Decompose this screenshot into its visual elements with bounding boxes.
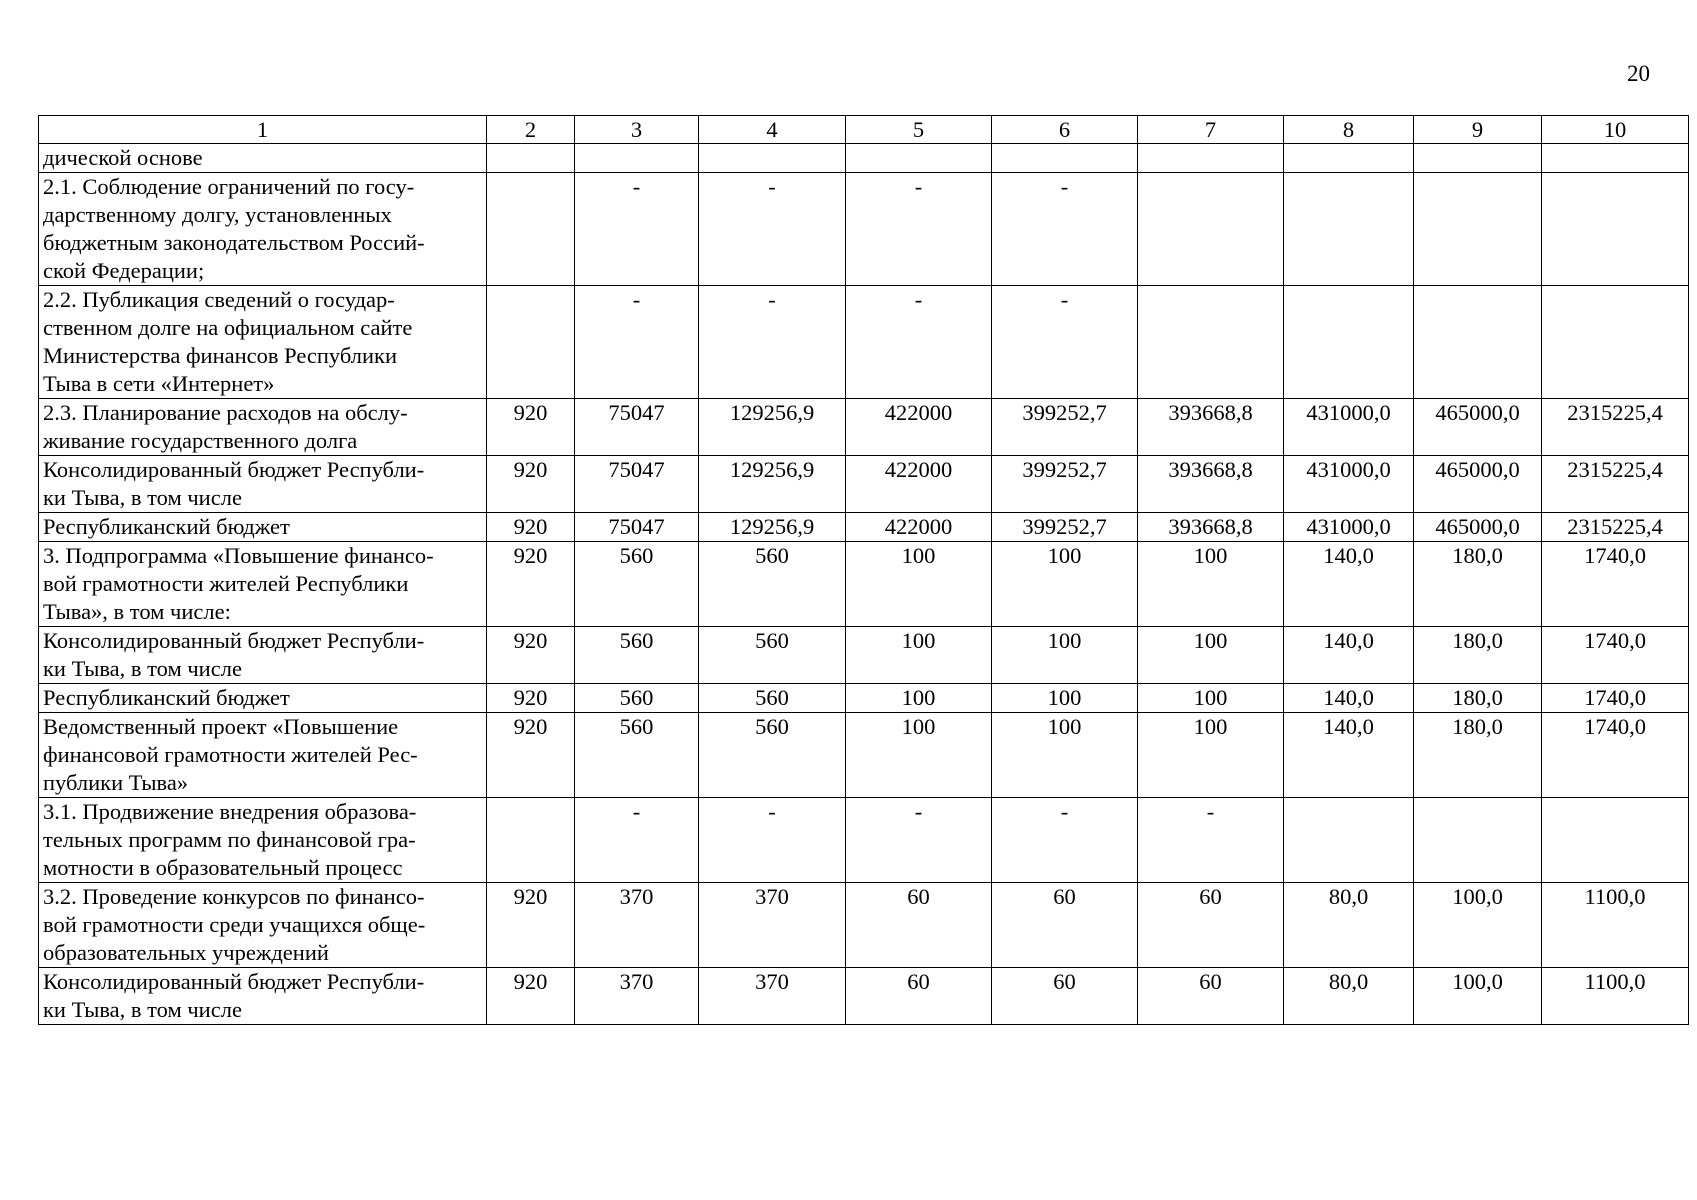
table-row: [39, 883, 1689, 968]
table-cell: 920: [487, 684, 575, 713]
table-cell: 393668,8: [1138, 456, 1284, 513]
table-cell: 129256,9: [699, 513, 846, 542]
table-cell: 100: [846, 627, 992, 684]
table-cell: 920: [487, 713, 575, 798]
column-header: 7: [1138, 116, 1284, 144]
table-row: [39, 968, 1689, 1025]
row-label: Республиканский бюджет: [39, 684, 487, 713]
table-cell: 2315225,4: [1542, 399, 1689, 456]
column-header: 1: [39, 116, 487, 144]
table-cell: -: [846, 173, 992, 286]
table-cell: 140,0: [1284, 713, 1414, 798]
row-label: Консолидированный бюджет Республи- ки Тыва, в том числе: [39, 627, 487, 684]
table-cell: [1414, 286, 1542, 399]
table-row: [39, 627, 1689, 684]
table-cell: 100,0: [1414, 883, 1542, 968]
table-cell: 560: [699, 627, 846, 684]
table-cell: -: [846, 798, 992, 883]
table-cell: [1414, 173, 1542, 286]
table-cell: [487, 144, 575, 173]
row-label: 2.2. Публикация сведений о государ- ственном долге на официальном сайте Министерства финансов Республики Тыва в сети «Интернет»: [39, 286, 487, 399]
table-cell: [487, 798, 575, 883]
table-cell: [1414, 798, 1542, 883]
table-cell: 422000: [846, 399, 992, 456]
table-cell: 180,0: [1414, 684, 1542, 713]
column-header: 3: [575, 116, 699, 144]
table-cell: 180,0: [1414, 627, 1542, 684]
table-cell: 431000,0: [1284, 456, 1414, 513]
table-cell: 1100,0: [1542, 883, 1689, 968]
table-cell: [1542, 173, 1689, 286]
table-cell: 60: [992, 968, 1138, 1025]
row-label: 2.3. Планирование расходов на обслу- живание государственного долга: [39, 399, 487, 456]
row-label: 2.1. Соблюдение ограничений по госу- дарственному долгу, установленных бюджетным законодательством Россий- ской Федерации;: [39, 173, 487, 286]
table-cell: 920: [487, 513, 575, 542]
table-cell: 100: [1138, 684, 1284, 713]
table-cell: 60: [846, 883, 992, 968]
table-cell: 560: [575, 684, 699, 713]
table-cell: [1542, 798, 1689, 883]
table-cell: -: [992, 286, 1138, 399]
table-cell: -: [575, 173, 699, 286]
table-cell: 100: [992, 627, 1138, 684]
column-header: 5: [846, 116, 992, 144]
row-label: 3. Подпрограмма «Повышение финансо- вой грамотности жителей Республики Тыва», в том числе:: [39, 542, 487, 627]
table-cell: 100: [1138, 713, 1284, 798]
table-cell: 60: [846, 968, 992, 1025]
table-row: [39, 513, 1689, 542]
table-cell: 1740,0: [1542, 542, 1689, 627]
table-cell: 370: [575, 883, 699, 968]
table-row: [39, 798, 1689, 883]
table-cell: 180,0: [1414, 713, 1542, 798]
table-cell: 75047: [575, 456, 699, 513]
table-cell: -: [699, 798, 846, 883]
table-cell: 465000,0: [1414, 513, 1542, 542]
row-label: Ведомственный проект «Повышение финансовой грамотности жителей Рес- публики Тыва»: [39, 713, 487, 798]
table-cell: [1414, 144, 1542, 173]
table-cell: 465000,0: [1414, 456, 1542, 513]
table-cell: 370: [575, 968, 699, 1025]
column-header: 9: [1414, 116, 1542, 144]
table-cell: 370: [699, 883, 846, 968]
table-cell: [699, 144, 846, 173]
table-cell: 431000,0: [1284, 399, 1414, 456]
row-label: 3.1. Продвижение внедрения образова- тельных программ по финансовой гра- мотности в образовательный процесс: [39, 798, 487, 883]
column-header: 10: [1542, 116, 1689, 144]
table-cell: -: [699, 173, 846, 286]
table-cell: 560: [699, 684, 846, 713]
table-cell: 140,0: [1284, 627, 1414, 684]
table-cell: 100: [1138, 542, 1284, 627]
table-cell: [1138, 144, 1284, 173]
table-cell: 560: [575, 627, 699, 684]
table-cell: 370: [699, 968, 846, 1025]
row-label: 3.2. Проведение конкурсов по финансо- вой грамотности среди учащихся обще- образовательных учреждений: [39, 883, 487, 968]
table-cell: 431000,0: [1284, 513, 1414, 542]
table-cell: 399252,7: [992, 399, 1138, 456]
table-cell: 920: [487, 627, 575, 684]
table-row: [39, 456, 1689, 513]
table-cell: [575, 144, 699, 173]
table-cell: 129256,9: [699, 456, 846, 513]
table-cell: 129256,9: [699, 399, 846, 456]
table-cell: 920: [487, 883, 575, 968]
table-cell: 2315225,4: [1542, 456, 1689, 513]
table-cell: 2315225,4: [1542, 513, 1689, 542]
table-cell: [846, 144, 992, 173]
table-row: [39, 684, 1689, 713]
table-cell: 60: [1138, 968, 1284, 1025]
table-cell: 560: [699, 713, 846, 798]
row-label: Консолидированный бюджет Республи- ки Тыва, в том числе: [39, 968, 487, 1025]
row-label: Республиканский бюджет: [39, 513, 487, 542]
column-header: 2: [487, 116, 575, 144]
table-cell: -: [992, 173, 1138, 286]
table-cell: 100: [992, 684, 1138, 713]
table-row: [39, 399, 1689, 456]
table-cell: 920: [487, 542, 575, 627]
table-cell: 80,0: [1284, 968, 1414, 1025]
table-row: [39, 542, 1689, 627]
table-cell: 465000,0: [1414, 399, 1542, 456]
table-cell: [1284, 286, 1414, 399]
table-cell: 920: [487, 399, 575, 456]
table-row: [39, 144, 1689, 173]
table-cell: [1138, 286, 1284, 399]
table-cell: -: [1138, 798, 1284, 883]
table-cell: 75047: [575, 399, 699, 456]
table-cell: 100: [846, 684, 992, 713]
table-row: [39, 286, 1689, 399]
column-number-row: [39, 116, 1689, 144]
table-cell: 140,0: [1284, 684, 1414, 713]
table-cell: [1542, 286, 1689, 399]
table-cell: 75047: [575, 513, 699, 542]
table-row: [39, 713, 1689, 798]
table-cell: [1284, 798, 1414, 883]
table-cell: 100: [992, 713, 1138, 798]
table-row: [39, 173, 1689, 286]
table-cell: 100,0: [1414, 968, 1542, 1025]
table-cell: 422000: [846, 456, 992, 513]
row-label: дической основе: [39, 144, 487, 173]
table-cell: 180,0: [1414, 542, 1542, 627]
table-cell: 1740,0: [1542, 627, 1689, 684]
column-header: 4: [699, 116, 846, 144]
table-cell: -: [575, 798, 699, 883]
table-cell: [487, 173, 575, 286]
table-cell: [487, 286, 575, 399]
table-cell: 560: [575, 542, 699, 627]
table-cell: 1740,0: [1542, 684, 1689, 713]
table-cell: [1284, 144, 1414, 173]
table-cell: 100: [1138, 627, 1284, 684]
budget-table: [38, 115, 1689, 1025]
table-cell: 422000: [846, 513, 992, 542]
row-label: Консолидированный бюджет Республи- ки Тыва, в том числе: [39, 456, 487, 513]
table-cell: [1542, 144, 1689, 173]
table-cell: 60: [1138, 883, 1284, 968]
table-cell: 560: [575, 713, 699, 798]
table-cell: [1138, 173, 1284, 286]
table-cell: 920: [487, 968, 575, 1025]
table-cell: -: [992, 798, 1138, 883]
table-cell: 60: [992, 883, 1138, 968]
table-cell: 1740,0: [1542, 713, 1689, 798]
table-cell: 560: [699, 542, 846, 627]
table-cell: 100: [846, 713, 992, 798]
table-cell: 100: [992, 542, 1138, 627]
table-cell: 140,0: [1284, 542, 1414, 627]
table-cell: -: [575, 286, 699, 399]
table-cell: [1284, 173, 1414, 286]
table-cell: [992, 144, 1138, 173]
table-cell: 1100,0: [1542, 968, 1689, 1025]
column-header: 6: [992, 116, 1138, 144]
table-cell: 920: [487, 456, 575, 513]
table-cell: 100: [846, 542, 992, 627]
table-cell: 80,0: [1284, 883, 1414, 968]
table-cell: 399252,7: [992, 456, 1138, 513]
table-cell: 399252,7: [992, 513, 1138, 542]
table-cell: 393668,8: [1138, 513, 1284, 542]
table-cell: 393668,8: [1138, 399, 1284, 456]
table-cell: -: [699, 286, 846, 399]
column-header: 8: [1284, 116, 1414, 144]
page-number: 20: [1627, 61, 1650, 86]
table-cell: -: [846, 286, 992, 399]
